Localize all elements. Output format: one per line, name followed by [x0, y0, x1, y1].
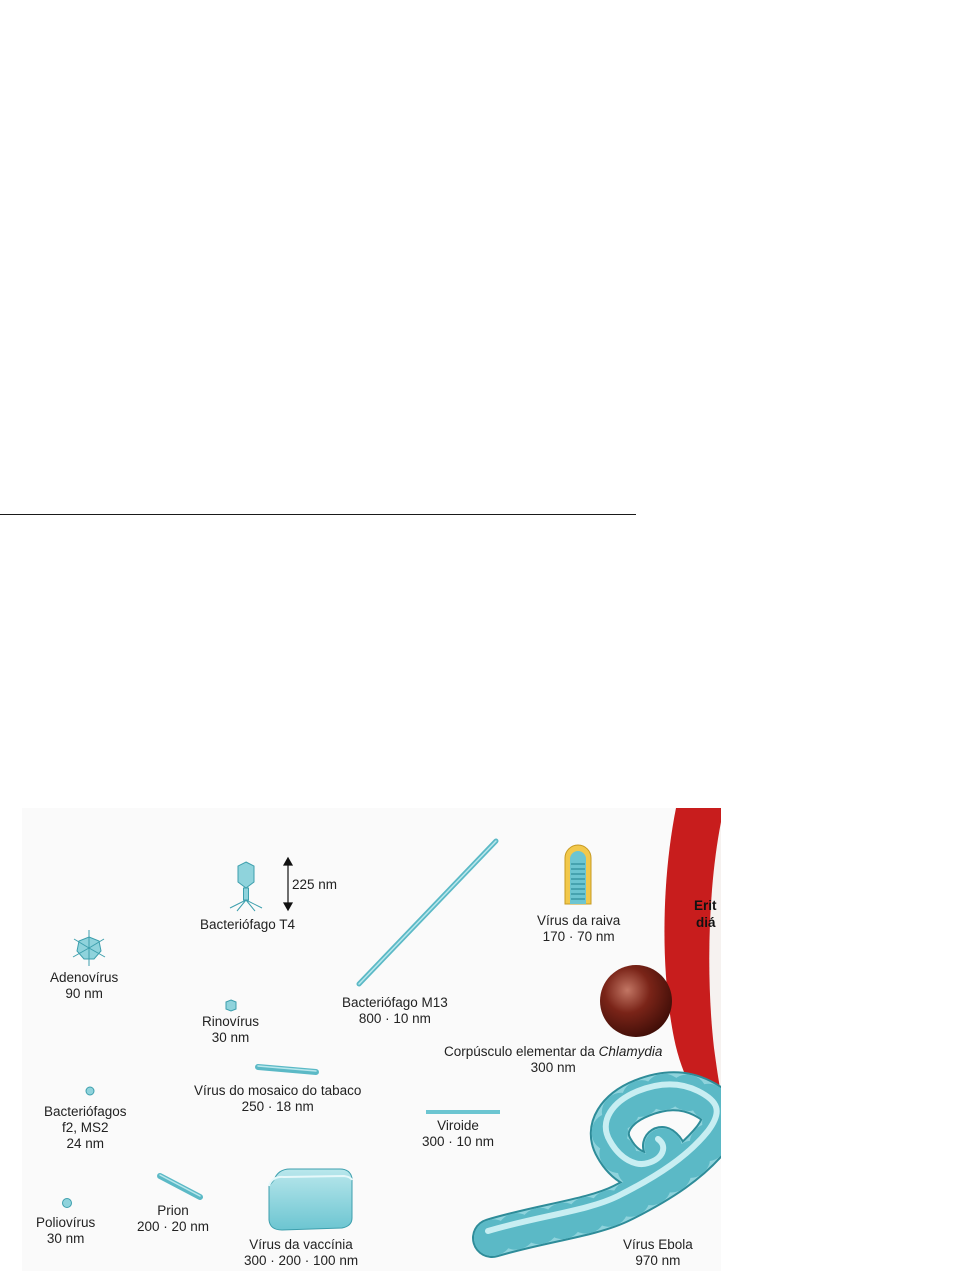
- horizontal-divider: [0, 514, 636, 515]
- poliovirus-shape: [63, 1199, 72, 1208]
- adenovirus-label: Adenovírus 90 nm: [50, 970, 119, 1001]
- chlamydia-body-shape: [600, 965, 672, 1037]
- vaccinia-label: Vírus da vaccínia 300 · 200 · 100 nm: [244, 1237, 359, 1268]
- rabies-virus-shape: [565, 845, 591, 904]
- figure-artwork: [22, 808, 721, 1271]
- erythrocyte-label: Erit diá: [694, 898, 717, 930]
- m13-label: Bacteriófago M13 800 · 10 nm: [342, 995, 448, 1026]
- tobacco-mosaic-label: Vírus do mosaico do tabaco 250 · 18 nm: [194, 1083, 362, 1114]
- rinovirus-label: Rinovírus 30 nm: [202, 1014, 260, 1045]
- ebola-virus-shape: [488, 1084, 721, 1238]
- vaccinia-virus-shape: [269, 1169, 352, 1230]
- bacteriophage-f2-shape: [86, 1087, 94, 1095]
- prion-shape: [160, 1176, 200, 1197]
- chlamydia-label: Corpúsculo elementar da Chlamydia 300 nm: [444, 1044, 663, 1075]
- viroide-label: Viroide 300 · 10 nm: [422, 1118, 495, 1149]
- rinovirus-shape: [226, 1000, 236, 1011]
- ebola-label: Vírus Ebola 970 nm: [623, 1237, 693, 1268]
- poliovirus-label: Poliovírus 30 nm: [36, 1215, 96, 1246]
- adenovirus-shape: [73, 930, 105, 966]
- t4-measure-label: 225 nm: [292, 877, 338, 892]
- f2-ms2-label: Bacteriófagos f2, MS2 24 nm: [44, 1104, 127, 1151]
- bacteriophage-t4-shape: [230, 862, 262, 911]
- prion-label: Prion 200 · 20 nm: [137, 1203, 210, 1234]
- rabies-label: Vírus da raiva 170 · 70 nm: [537, 913, 621, 944]
- virus-size-figure: [22, 808, 721, 1271]
- t4-label: Bacteriófago T4: [200, 917, 296, 932]
- t4-height-arrow: [284, 858, 292, 910]
